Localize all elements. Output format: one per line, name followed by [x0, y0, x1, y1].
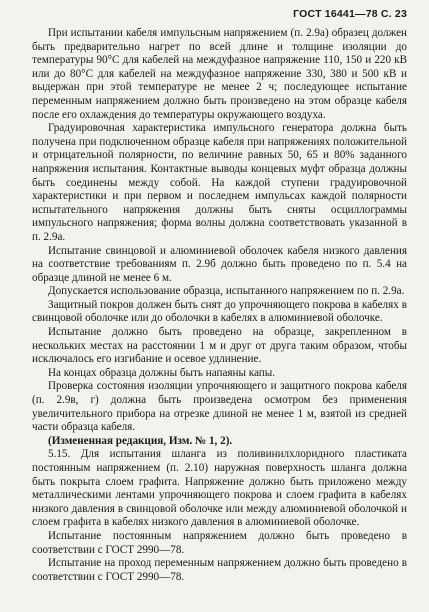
- paragraph-dc-test: Испытание постоянным напряжением должно быть проведено в соответствии с ГОСТ 2990—78.: [32, 529, 407, 556]
- paragraph-sample-allowed: Допускается использование образца, испытанного напряжением по п. 2.9а.: [48, 285, 405, 298]
- paragraph-amendment: (Измененная редакция, Изм. № 1, 2).: [48, 434, 233, 447]
- paragraph-sample-fixing: Испытание должно быть проведено на образце, закрепленном в нескольких местах на расстоянии 1 м и друг от друга таким образом, чтобы исключалось его изгибание и осевое удлинение.: [32, 326, 407, 366]
- paragraph-inspection: Проверка состояния изоляции упрочняющего и защитного покрова кабеля (п. 2.9в, г) должна быть произведена осмотром без применения увеличительного прибора на отрезке длиной не менее 1 м, взятой из средней части образца кабеля.: [32, 380, 407, 434]
- paragraph-calibration: Градуировочная характеристика импульсного генератора должна быть получена при подключенном образце кабеля при напряжениях положительной и отрицательной полярности, по величине равных 50, 65 и 80% заданного напряжения испытания. Контактные выводы концевых муфт образца должны быть соединены между собой. На каждой ступени градуировочной характеристики и при первом и последнем импульсах каждой полярности испытательного напряжения должны быть сняты осциллограммы импульсного напряжения; форма волны должна соответствовать указанной в п. 2.9а.: [32, 122, 407, 243]
- paragraph-caps: На концах образца должны быть напаяны капы.: [48, 366, 276, 379]
- paragraph-protective-cover: Защитный покров должен быть снят до упрочняющего покрова в кабелях в свинцовой оболочке или до оболочки в кабелях в алюминиевой оболочке.: [32, 298, 407, 325]
- page-header: ГОСТ 16441—78 С. 23: [293, 8, 407, 20]
- document-body: [32, 27, 407, 584]
- paragraph-ac-test: Испытание на проход переменным напряжением должно быть проведено в соответствии с ГОСТ 2990—78.: [32, 557, 407, 583]
- paragraph-5-15: 5.15. Для испытания шланга из поливинилхлоридного пластиката постоянным напряжением (п. 2.10) наружная поверхность шланга должна быть покрыта слоем графита. Напряжение должно быть приложено между металлическими лентами упрочняющего покрова и слоем графита в кабелях низкого давления в свинцовой оболочке или между алюминиевой оболочкой и слоем графита в кабелях низкого давления в алюминиевой оболочке.: [32, 448, 407, 529]
- paragraph-impulse-test: При испытании кабеля импульсным напряжением (п. 2.9а) образец должен быть предварительно нагрет по всей длине и толщине изоляции до температуры 90°С для кабелей на междуфазное напряжение 110, 150 и 220 кВ или до 80°С для кабелей на междуфазное напряжение 330, 380 и 500 кВ и выдержан при этой температуре не менее 2 ч; последующее испытание переменным напряжением должно быть произведено на этом образце кабеля после его охлаждения до температуры окружающего воздуха.: [32, 27, 407, 121]
- paragraph-sheath-test: Испытание свинцовой и алюминиевой оболочек кабеля низкого давления на соответствие требованиям п. 2.9б должно быть проведено по п. 5.4 на образце длиной не менее 6 м.: [32, 244, 407, 284]
